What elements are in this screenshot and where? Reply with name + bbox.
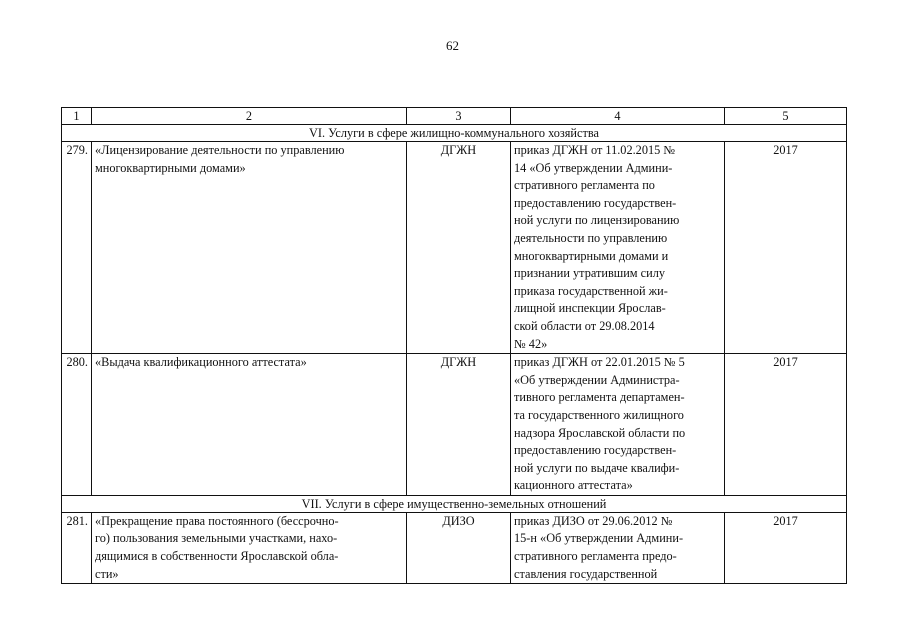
regulation-document-line: приказ ДГЖН от 22.01.2015 № 5 [514, 355, 685, 370]
service-name-line: «Лицензирование деятельности по управлению [95, 143, 345, 157]
regulation-document-line: ной услуги по выдаче квалифи- [514, 460, 680, 475]
section-header-row [62, 125, 847, 142]
regulation-document-line: кационного аттестата» [514, 478, 633, 493]
column-number: 5 [725, 108, 847, 125]
regulation-document [511, 512, 725, 583]
column-number: 2 [92, 108, 407, 125]
regulation-document-line: лищной инспекции Ярослав- [514, 301, 666, 316]
regulation-document-line: приказ ДИЗО от 29.06.2012 № [514, 513, 673, 528]
regulation-document-line: надзора Ярославской области по [514, 425, 686, 440]
regulation-document-line: предоставлению государствен- [514, 443, 677, 458]
column-number: 3 [407, 108, 511, 125]
regulation-document-line: 14 «Об утверждении Админи- [514, 160, 673, 175]
page-number: 62 [446, 38, 459, 53]
regulation-document-line: ставления государственной [514, 566, 658, 581]
regulation-document-line: приказ ДГЖН от 11.02.2015 № [514, 143, 676, 157]
regulation-document-line: многоквартирными домами и [514, 248, 669, 263]
service-name-line: многоквартирными домами» [95, 160, 246, 175]
year: 2017 [725, 142, 847, 354]
year: 2017 [725, 354, 847, 496]
regulation-document-line: предоставлению государствен- [514, 195, 677, 210]
regulation-document-line: та государственного жилищного [514, 407, 684, 422]
services-table [61, 107, 847, 584]
service-name-line: «Выдача квалификационного аттестата» [95, 355, 307, 370]
regulation-document [511, 142, 725, 354]
service-name-line: го) пользования земельными участками, нахо- [95, 531, 338, 546]
column-number-row [62, 108, 847, 125]
table-row [62, 354, 847, 496]
service-name-line: «Прекращение права постоянного (бессрочно- [95, 513, 339, 528]
table-row [62, 512, 847, 583]
regulation-document-line: № 42» [514, 336, 548, 351]
section-title: VII. Услуги в сфере имущественно-земельных отношений [62, 495, 847, 512]
service-name [92, 142, 407, 354]
regulation-document-line: признании утратившим силу [514, 266, 665, 281]
regulation-document [511, 354, 725, 496]
regulation-document-line: деятельности по управлению [514, 230, 668, 245]
row-number: 280. [62, 354, 92, 496]
year: 2017 [725, 512, 847, 583]
service-name-line: сти» [95, 566, 119, 581]
row-number: 279. [62, 142, 92, 354]
responsible-body: ДГЖН [407, 354, 511, 496]
table-row [62, 142, 847, 354]
regulation-document-line: тивного регламента департамен- [514, 390, 685, 405]
regulation-document-line: стративного регламента предо- [514, 549, 677, 564]
regulation-document-line: приказа государственной жи- [514, 283, 668, 298]
row-number: 281. [62, 512, 92, 583]
section-header-row [62, 495, 847, 512]
service-name [92, 354, 407, 496]
column-number: 1 [62, 108, 92, 125]
responsible-body: ДГЖН [407, 142, 511, 354]
section-title: VI. Услуги в сфере жилищно-коммунального хозяйства [62, 125, 847, 142]
service-name [92, 512, 407, 583]
column-number: 4 [511, 108, 725, 125]
regulation-document-line: ной услуги по лицензированию [514, 213, 680, 228]
service-name-line: дящимися в собственности Ярославской обла- [95, 549, 339, 564]
regulation-document-line: 15-н «Об утверждении Админи- [514, 531, 684, 546]
responsible-body: ДИЗО [407, 512, 511, 583]
regulation-document-line: ской области от 29.08.2014 [514, 318, 655, 333]
regulation-document-line: стративного регламента по [514, 178, 655, 193]
regulation-document-line: «Об утверждении Администра- [514, 372, 680, 387]
